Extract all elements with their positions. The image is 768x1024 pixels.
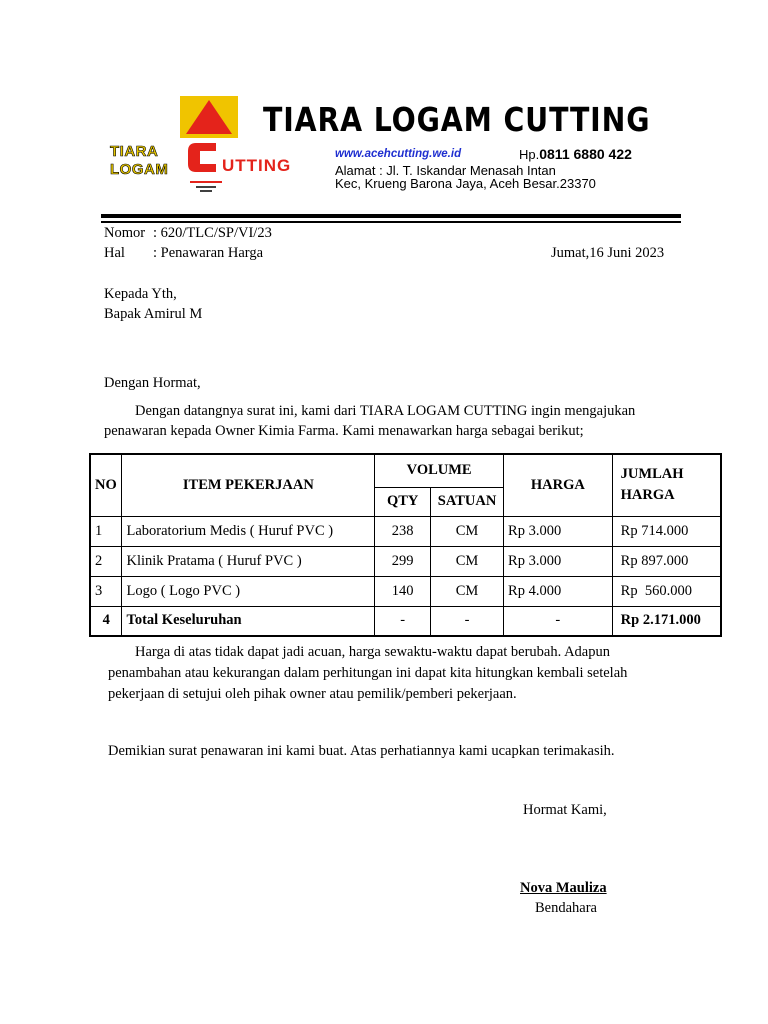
cell-jumlah: Rp 897.000 [612, 546, 721, 576]
intro-line2: penawaran kepada Owner Kimia Farma. Kami menawarkan harga sebagai berikut; [104, 423, 584, 439]
table-header-row [90, 454, 721, 487]
phone-number: 0811 6880 422 [539, 146, 632, 162]
hal-label: Hal [104, 245, 125, 261]
cell-harga: Rp 3.000 [504, 546, 613, 576]
recipient-line1: Kepada Yth, [104, 286, 177, 302]
cell-item: Total Keseluruhan [122, 606, 375, 636]
cell-no: 3 [90, 576, 122, 606]
col-header-jumlah-line2: HARGA [620, 487, 675, 504]
note-line1: Harga di atas tidak dapat jadi acuan, harga sewaktu-waktu dapat berubah. Adapun [135, 644, 610, 660]
company-phone [519, 146, 632, 162]
table-row [90, 546, 721, 576]
table-row [90, 576, 721, 606]
logo-text-cutting: UTTING [222, 156, 292, 175]
col-header-jumlah [612, 454, 721, 516]
company-address-line1: Alamat : Jl. T. Iskandar Menasah Intan [335, 163, 556, 178]
note-line3: pekerjaan di setujui oleh pihak owner atau pemilik/pemberi pekerjaan. [108, 686, 517, 702]
cell-no: 1 [90, 516, 122, 546]
cell-item: Logo ( Logo PVC ) [122, 576, 375, 606]
regards: Hormat Kami, [523, 802, 607, 818]
phone-prefix: Hp. [519, 147, 540, 162]
letter-date: Jumat,16 Juni 2023 [551, 245, 665, 261]
offer-table [89, 453, 722, 637]
logo-text-tiara: TIARA [110, 143, 159, 160]
nomor-label: Nomor [104, 225, 146, 241]
signer-name: Nova Mauliza [520, 880, 607, 896]
cell-no: 2 [90, 546, 122, 576]
cell-jumlah: Rp 714.000 [612, 516, 721, 546]
col-header-satuan: SATUAN [431, 487, 504, 516]
cell-harga: Rp 4.000 [504, 576, 613, 606]
intro-line1: Dengan datangnya surat ini, kami dari TIARA LOGAM CUTTING ingin mengajukan [135, 403, 636, 419]
hal-value: : Penawaran Harga [153, 245, 264, 261]
company-website: www.acehcutting.we.id [335, 148, 462, 160]
col-header-qty: QTY [375, 487, 431, 516]
greeting: Dengan Hormat, [104, 375, 201, 391]
cell-qty: 299 [375, 546, 431, 576]
nomor-value: : 620/TLC/SP/VI/23 [153, 225, 272, 241]
table-total-row [90, 606, 721, 636]
col-header-no: NO [90, 454, 122, 516]
table-row [90, 516, 721, 546]
cell-satuan: - [431, 606, 504, 636]
cell-harga: - [504, 606, 613, 636]
cell-satuan: CM [431, 516, 504, 546]
signer-title: Bendahara [535, 900, 597, 916]
col-header-harga: HARGA [504, 454, 613, 516]
note-line2: penambahan atau kekurangan dalam perhitungan ini dapat kita hitungkan kembali setelah [108, 665, 628, 681]
cell-jumlah: Rp 560.000 [612, 576, 721, 606]
company-address-line2: Kec, Krueng Barona Jaya, Aceh Besar.23370 [335, 176, 596, 191]
header-rule-thick [101, 214, 681, 218]
logo-text-logam: LOGAM [110, 161, 169, 178]
col-header-item: ITEM PEKERJAAN [122, 454, 375, 516]
col-header-jumlah-line1: JUMLAH [620, 466, 684, 483]
closing-text: Demikian surat penawaran ini kami buat. Atas perhatiannya kami ucapkan terimakasih. [108, 743, 615, 759]
cell-satuan: CM [431, 576, 504, 606]
company-name: TIARA LOGAM CUTTING [263, 100, 651, 139]
cell-qty: 238 [375, 516, 431, 546]
cell-jumlah: Rp 2.171.000 [612, 606, 721, 636]
cell-qty: - [375, 606, 431, 636]
cell-item: Laboratorium Medis ( Huruf PVC ) [122, 516, 375, 546]
recipient-line2: Bapak Amirul M [104, 306, 203, 322]
cell-no: 4 [90, 606, 122, 636]
cell-satuan: CM [431, 546, 504, 576]
cell-harga: Rp 3.000 [504, 516, 613, 546]
col-header-volume: VOLUME [375, 454, 504, 487]
cell-qty: 140 [375, 576, 431, 606]
cell-item: Klinik Pratama ( Huruf PVC ) [122, 546, 375, 576]
header-rule-thin [101, 221, 681, 223]
